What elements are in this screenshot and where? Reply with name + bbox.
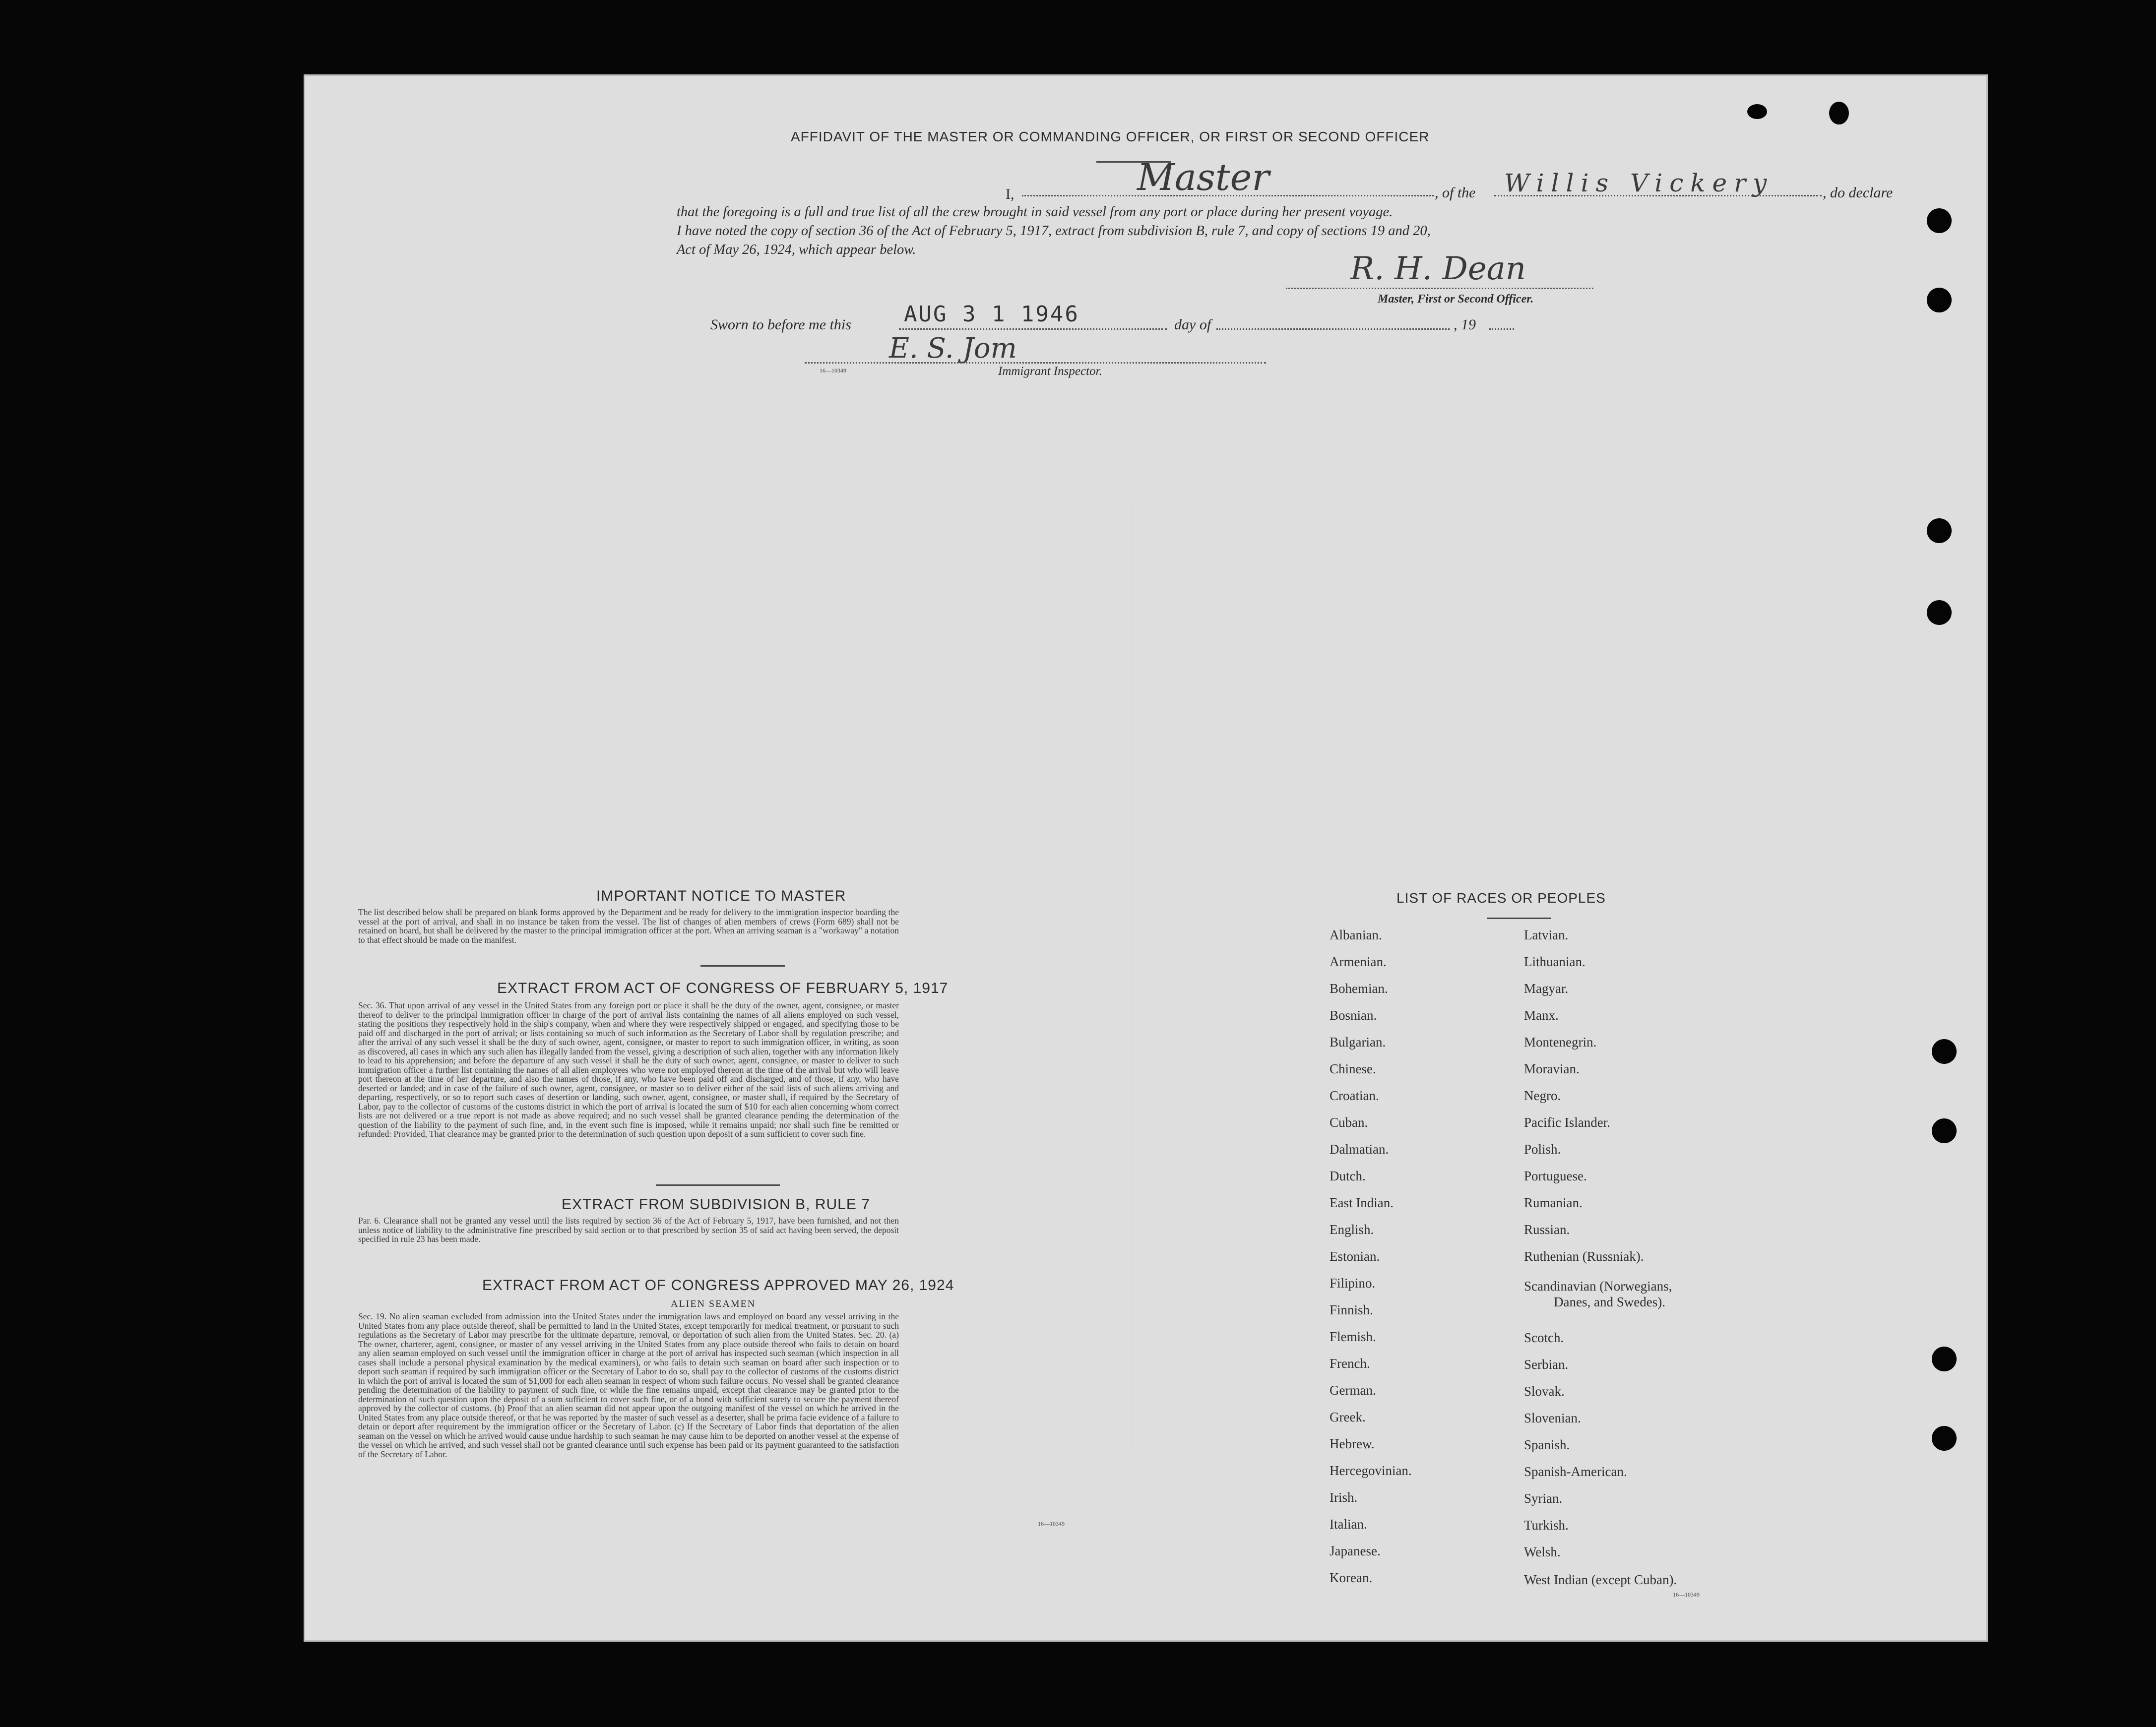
punch-hole [1747,104,1767,119]
officer-handwritten: Master [1137,156,1269,199]
race-item: Montenegrin. [1524,1035,1597,1049]
extract-1917-body: Sec. 36. That upon arrival of any vessel in the United States from any foreign port or place it shall be the duty of the owner, agent, consignee, or master thereof to deliver to the principal immigration officer in charge of the port of arrival lists containing the names of all aliens employed on such vessel, stating the positions they respectively hold in the ship's company, when and where they were respectively shipped or engaged, and specifying those to be paid off and discharged in the port of arrival; or lists containing so much of such information as the Secretary of Labor shall by regulation prescribe; and after the arrival of any such vessel it shall be the duty of such owner, agent, consignee, or master to report to such immigration officer, in writing, as soon as discovered, all cases in which any such alien has illegally landed from the vessel, giving a description of such alien, together with any information likely to lead to his apprehension; and before the departure of any such vessel it shall be the duty of such owner, agent, consignee, or master to deliver to such immigration officer a further list containing the names of all alien employees who were not employed thereon at the time of the arrival but who will leave port thereon at the time of her departure, and also the names of those, if any, who have been paid off and discharged, and of those, if any, who have deserted or landed; and in case of the failure of such owner, agent, consignee, or master so to deliver either of the said lists of such aliens arriving and departing, respectively, or so to report such cases of desertion or landing, such owner, agent, consignee, or master shall, if required by the Secretary of Labor, pay to the collector of customs of the customs district in which the port of arrival is located the sum of $10 for each alien concerning whom correct lists are not delivered or a true report is not made as above required; and no such vessel shall be granted clearance pending the determination of the question of the liability to the payment of such fine, and, in the event such fine is imposed, while it remains unpaid; nor shall such fine be remitted or refunded: Provided, That clearance may be granted prior to the determination of such question upon deposit of a sum sufficient to cover such fine. [358,1000,899,1139]
race-item: Greek. [1330,1410,1366,1424]
race-item: Hercegovinian. [1330,1463,1412,1478]
divider [656,1184,780,1186]
race-item: Ruthenian (Russniak). [1524,1249,1644,1264]
race-item: Bosnian. [1330,1008,1377,1023]
race-item: Rumanian. [1524,1195,1583,1210]
race-item: French. [1330,1356,1370,1371]
inspector-line [805,362,1266,364]
race-item: Irish. [1330,1490,1358,1505]
affidavit-line-3: I have noted the copy of section 36 of the Act of February 5, 1917, extract from subdivision B, rule 7, and copy of sections 19 and 20, [677,223,1431,239]
signature-line [1286,288,1593,289]
race-item: Pacific Islander. [1524,1115,1610,1130]
race-item: Japanese. [1330,1543,1381,1558]
race-item: East Indian. [1330,1195,1394,1210]
race-item: Estonian. [1330,1249,1380,1264]
race-item: Armenian. [1330,954,1387,969]
extract-1924-body: Sec. 19. No alien seaman excluded from admission into the United States under the immigration laws and employed on board any vessel arriving in the United States from any place outside thereof, shall be permitted to land in the United States, except temporarily for medical treatment, or pursuant to such regulations as the Secretary of Labor may prescribe for the ultimate departure, removal, or deportation of such alien from the United States. Sec. 20. (a) The owner, charterer, agent, consignee, or master of any vessel arriving in the United States from any place outside thereof who fails to detain on board any alien seaman employed on such vessel until the immigration officer in charge at the port of arrival has inspected such seaman (which inspection in all cases shall include a personal physical examination by the medical examiners), or who fails to detain such seaman on board after such inspection or to deport such seaman if required by such immigration officer or the Secretary of Labor to do so, shall pay to the collector of customs of the customs district in which the port of arrival is located the sum of $1,000 for each alien seaman in respect of whom such failure occurs. No vessel shall be granted clearance pending the determination of the liability to payment of such fine, or while the fine remains unpaid, except that clearance may be granted prior to the determination of such question upon the deposit of a sum sufficient to cover such fine, or of a bond with sufficient surety to secure the payment thereof approved by the collector of customs. (b) Proof that an alien seaman did not appear upon the outgoing manifest of the vessel on which he arrived in the United States from any place outside thereof, or that he was reported by the master of such vessel as a deserter, shall be prima facie evidence of a failure to detain or deport after requirement by the immigration officer or the Secretary of Labor. (c) If the Secretary of Labor finds that deportation of the alien seaman on the vessel on which he arrived would cause undue hardship to such seaman he may cause him to be deported on another vessel at the expense of the vessel on which he arrived, and such vessel shall not be granted clearance until such expense has been paid or its payment guaranteed to the satisfaction of the Secretary of Labor. [358,1311,899,1459]
race-item: Dutch. [1330,1169,1366,1183]
race-item: Latvian. [1524,927,1569,942]
subdivision-b-body: Par. 6. Clearance shall not be granted any vessel until the lists required by section 36 of the Act of February 5, 1917, have been furnished, and not then unless notice of liability to the administrative fine prescribed by said section or to that prescribed by section 35 of said act having been served, the deposit specified in rule 23 has been made. [358,1216,899,1244]
race-item: Slovenian. [1524,1411,1581,1425]
form-number-bottom: 16—10349 [1038,1520,1065,1527]
notice-body: The list described below shall be prepared on blank forms approved by the Department and be ready for delivery to the immigration inspector boarding the vessel at the port of arrival, and shall in no instance be taken from the vessel. The list of changes of alien members of crews (Form 689) shall not be retained on board, but shall be delivered by the master to the principal immigration officer at the port. When an arriving seaman is a "workaway" a notation to that effect should be made on the manifest. [358,907,899,945]
year-fill-line [1489,328,1514,330]
day-of-label: day of [1174,316,1211,333]
race-item: Welsh. [1524,1544,1561,1559]
punch-hole [1927,518,1952,543]
do-declare-label: , do declare [1823,185,1893,201]
race-item: Korean. [1330,1570,1373,1585]
race-item: Scotch. [1524,1330,1564,1345]
alien-seamen-subtitle: ALIEN SEAMEN [671,1298,756,1309]
divider [700,965,785,967]
race-item: Russian. [1524,1222,1570,1237]
sworn-fill-line [899,328,1167,330]
race-item: Spanish. [1524,1437,1570,1452]
race-item: Magyar. [1524,981,1569,996]
divider [1487,918,1551,919]
extract-1917-title: EXTRACT FROM ACT OF CONGRESS OF FEBRUARY 5, 1917 [497,980,949,996]
race-item: Albanian. [1330,927,1382,942]
race-item: Chinese. [1330,1061,1376,1076]
races-title: LIST OF RACES OR PEOPLES [1396,890,1606,906]
punch-hole [1932,1039,1957,1064]
race-item: Negro. [1524,1088,1561,1103]
race-item: Lithuanian. [1524,954,1585,969]
race-item: Hebrew. [1330,1436,1375,1451]
punch-hole [1927,208,1952,233]
fold-mark [1132,506,1133,1448]
race-item: English. [1330,1222,1374,1237]
race-item: Manx. [1524,1008,1559,1023]
race-item: Polish. [1524,1142,1561,1157]
race-item: Serbian. [1524,1357,1569,1372]
race-item: Moravian. [1524,1061,1580,1076]
month-fill-line [1216,328,1450,330]
punch-hole [1932,1426,1957,1451]
race-item: Italian. [1330,1517,1367,1532]
affidavit-line-2: that the foregoing is a full and true list of all the crew brought in said vessel from any port or place during her present voyage. [677,204,1393,220]
inspector-signature: E. S. Jom [889,332,1017,365]
race-item: Flemish. [1330,1329,1376,1344]
form-number-top: 16—10349 [820,367,846,374]
master-signature: R. H. Dean [1350,250,1526,287]
race-item: Dalmatian. [1330,1142,1389,1157]
race-item: Bohemian. [1330,981,1388,996]
race-item: Portuguese. [1524,1169,1587,1183]
race-item: Filipino. [1330,1276,1376,1291]
manifest-page [304,74,1988,1642]
punch-hole [1927,288,1952,312]
year-label: , 19 [1454,316,1476,333]
extract-1924-title: EXTRACT FROM ACT OF CONGRESS APPROVED MAY 26, 1924 [482,1277,954,1294]
notice-title: IMPORTANT NOTICE TO MASTER [596,888,846,904]
punch-hole [1932,1347,1957,1371]
race-item: Croatian. [1330,1088,1379,1103]
affidavit-title: AFFIDAVIT OF THE MASTER OR COMMANDING OFFICER, OR FIRST OR SECOND OFFICER [791,129,1430,144]
form-number-races: 16—10349 [1673,1591,1700,1598]
subdivision-b-title: EXTRACT FROM SUBDIVISION B, RULE 7 [562,1196,870,1213]
sworn-label: Sworn to before me this [710,316,851,333]
race-item: West Indian (except Cuban). [1524,1572,1677,1587]
vessel-handwritten: Willis Vickery [1504,169,1774,197]
race-item: Bulgarian. [1330,1035,1386,1049]
race-item: Scandinavian (Norwegians, [1524,1279,1672,1294]
affidavit-i-label: I, [1006,186,1015,202]
race-item: Slovak. [1524,1384,1565,1399]
race-item: Cuban. [1330,1115,1368,1130]
race-item: Syrian. [1524,1491,1563,1506]
punch-hole [1829,102,1849,124]
signature-caption: Master, First or Second Officer. [1378,293,1534,306]
race-item: German. [1330,1383,1376,1398]
race-item: Finnish. [1330,1302,1373,1317]
race-item: Danes, and Swedes). [1554,1295,1665,1309]
punch-hole [1927,600,1952,625]
punch-hole [1932,1118,1957,1143]
date-stamp: AUG 3 1 1946 [904,302,1079,327]
inspector-caption: Immigrant Inspector. [998,365,1102,378]
race-item: Spanish-American. [1524,1464,1627,1479]
race-item: Turkish. [1524,1518,1569,1533]
affidavit-line-4: Act of May 26, 1924, which appear below. [677,242,916,257]
of-the-label: , of the [1435,185,1476,201]
